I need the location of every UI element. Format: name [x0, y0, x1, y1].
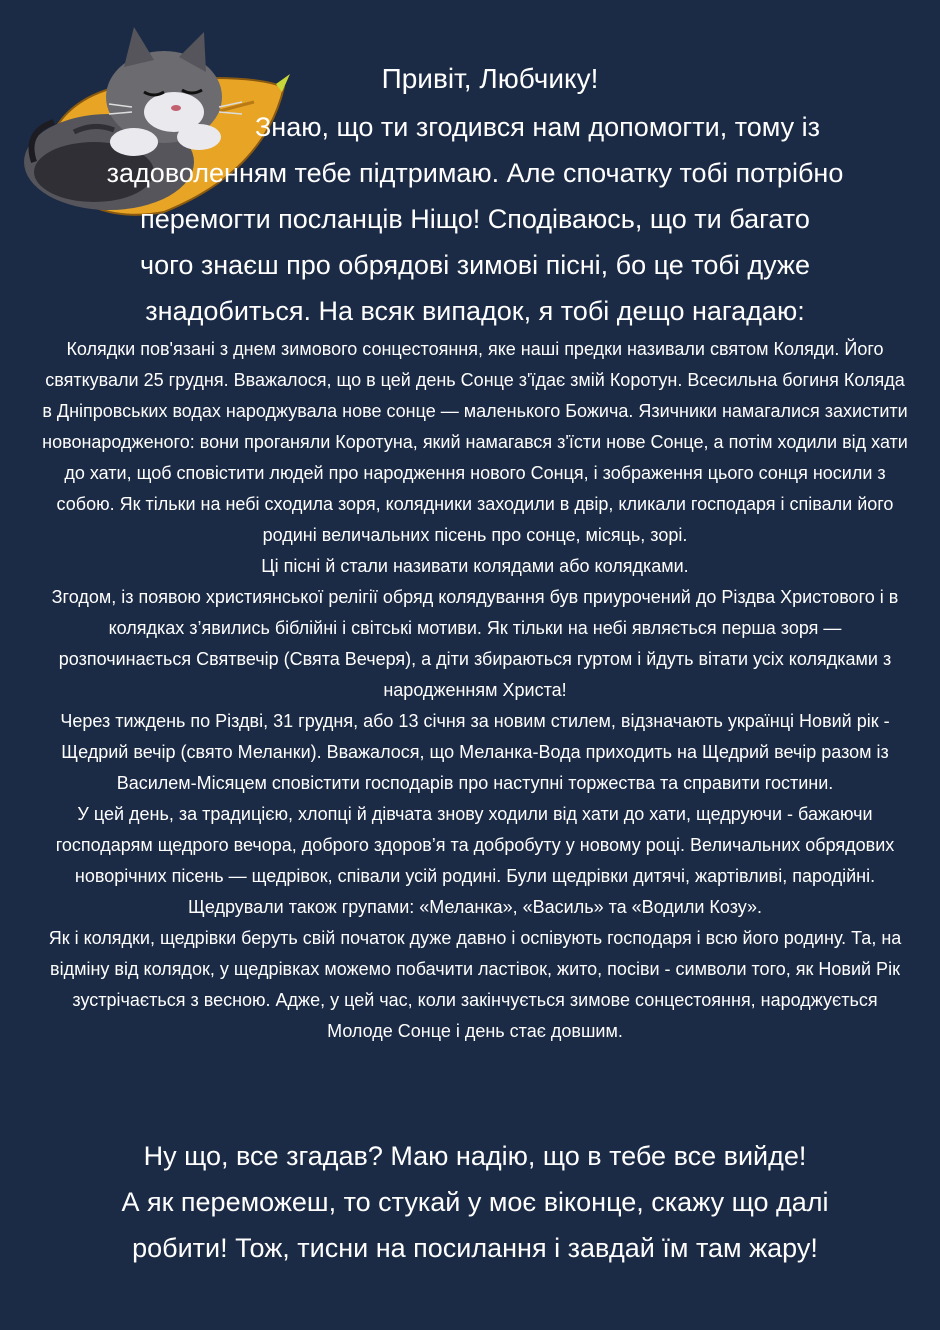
closing-line: А як переможеш, то стукай у моє віконце, скажу що далі: [121, 1187, 829, 1217]
closing-line: Ну що, все згадав? Маю надію, що в тебе все вийде!: [143, 1141, 807, 1171]
body-paragraph: Ці пісні й стали називати колядами або колядками.: [261, 556, 689, 576]
letter-body: [40, 334, 910, 1047]
intro-line: Знаю, що ти згодився нам допомогти, тому із: [255, 112, 821, 142]
intro-line: знадобиться. На всяк випадок, я тобі дещо нагадаю:: [145, 296, 805, 326]
intro-line: задоволенням тебе підтримаю. Але спочатку тобі потрібно: [106, 158, 844, 188]
letter-closing: [40, 1133, 910, 1271]
body-paragraph: Згодом, із появою християнської релігії обряд колядування був приурочений до Різдва Христового і в колядках з’явились біблійні і світські мотиви. Як тільки на небі являється перша зоря — розпочинається Святвечір (Свята Вечеря), а діти збираються гуртом і йдуть вітати усіх колядками з народженням Христа!: [51, 587, 899, 700]
body-paragraph: Колядки пов'язані з днем зимового сонцестояння, яке наші предки називали святом Коляди. Його святкували 25 грудня. Вважалося, що в цей день Сонце з'їдає змій Коротун. Всесильна богиня Коляда в Дніпровських водах народжувала нове сонце — маленького Божича. Язичники намагалися захистити новонародженого: вони проганяли Коротуна, який намагався з'їсти нове Сонце, а потім ходили від хати до хати, щоб сповістити людей про народження нового Сонця, і зображення цього сонця носили з собою. Як тільки на небі сходила зоря, колядники заходили в двір, кликали господаря і співали його родині величальних пісень про сонце, місяць, зорі.: [42, 339, 908, 545]
body-paragraph: Через тиждень по Різдві, 31 грудня, або 13 січня за новим стилем, відзначають українці Новий рік - Щедрий вечір (свято Меланки). Вважалося, що Меланка-Вода приходить на Щедрий вечір разом із Василем-Місяцем сповістити господарів про наступні торжества та справити гостини.: [60, 711, 890, 793]
body-paragraph: Як і колядки, щедрівки беруть свій початок дуже давно і оспівують господаря і всю його родину. Та, на відміну від колядок, у щедрівках можемо побачити ластівок, жито, посіви - символи того, як Новий Рік зустрічається з весною. Адже, у цей час, коли закінчується зимове сонцестояння, народжується Молоде Сонце і день стає довшим.: [48, 928, 902, 1041]
intro-line: чого знаєш про обрядові зимові пісні, бо це тобі дуже: [140, 250, 810, 280]
closing-line: робити! Тож, тисни на посилання і завдай їм там жару!: [132, 1233, 818, 1263]
body-paragraph: У цей день, за традицією, хлопці й дівчата знову ходили від хати до хати, щедруючи - бажаючи господарям щедрого вечора, доброго здоров’я та добробуту у новому році. Величальних обрядових новорічних пісень — щедрівок, співали усій родині. Були щедрівки дитячі, жартівливі, пародійні. Щедрували також групами: «Меланка», «Василь» та «Водили Козу».: [55, 804, 895, 917]
greeting: Привіт, Любчику!: [381, 63, 599, 94]
intro-line: перемогти посланців Ніщо! Сподіваюсь, що ти багато: [140, 204, 810, 234]
